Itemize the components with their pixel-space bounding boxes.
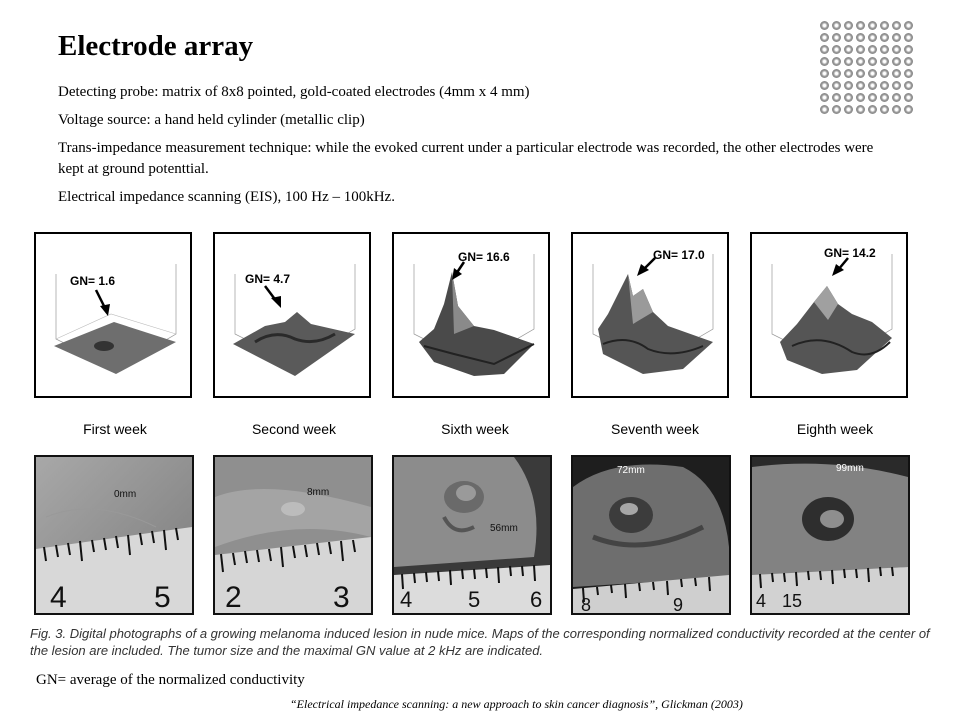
ruler-number: 4 xyxy=(756,591,767,611)
conductivity-plot-week7 xyxy=(571,232,729,398)
electrode-dot xyxy=(832,57,841,66)
bullet-detecting-probe: Detecting probe: matrix of 8x8 pointed, gold-coated electrodes (4mm x 4 mm) xyxy=(58,84,530,100)
ruler-number: 6 xyxy=(530,587,543,612)
gn-value: GN= 14.2 xyxy=(824,246,876,260)
lesion-size: 99mm xyxy=(836,463,864,474)
week-label: Eighth week xyxy=(796,421,874,437)
week-label: First week xyxy=(83,421,147,437)
electrode-dot xyxy=(844,33,853,42)
electrode-dot xyxy=(880,45,889,54)
citation: “Electrical impedance scanning: a new approach to skin cancer diagnosis”, Glickman (2003) xyxy=(290,697,743,711)
bullet-voltage-source: Voltage source: a hand held cylinder (metallic clip) xyxy=(58,112,365,128)
electrode-dot xyxy=(832,45,841,54)
electrode-dot xyxy=(856,45,865,54)
electrode-dot xyxy=(904,57,913,66)
lesion-size: 0mm xyxy=(114,489,137,500)
ruler-number: 2 xyxy=(225,581,242,613)
lesion-photo-week7 xyxy=(571,455,731,615)
ruler-number: 5 xyxy=(468,587,481,612)
electrode-dot xyxy=(904,105,913,114)
electrode-dot xyxy=(904,93,913,102)
electrode-dot xyxy=(844,69,853,78)
lesion-size: 72mm xyxy=(617,465,645,476)
gn-value: GN= 16.6 xyxy=(458,250,510,264)
gn-value: GN= 1.6 xyxy=(70,274,116,288)
electrode-dot xyxy=(880,33,889,42)
electrode-dot xyxy=(868,45,877,54)
electrode-dot xyxy=(856,21,865,30)
ruler-number: 3 xyxy=(333,581,350,613)
electrode-dot xyxy=(904,33,913,42)
electrode-dot xyxy=(820,69,829,78)
lesion-size: 56mm xyxy=(490,523,518,534)
electrode-dot xyxy=(880,21,889,30)
gn-value: GN= 4.7 xyxy=(245,272,291,286)
figure-caption: Fig. 3. Digital photographs of a growing melanoma induced lesion in nude mice. Maps of the corresponding normalized conductivity recorded at the center of the lesion are included. The tumor size and the maximal GN value at 2 kHz are indicated. xyxy=(30,626,930,658)
gn-value: GN= 17.0 xyxy=(653,248,705,262)
conductivity-plot-week8 xyxy=(750,232,908,398)
electrode-dot xyxy=(868,57,877,66)
lesion-photo-week6 xyxy=(392,455,552,615)
electrode-dot xyxy=(892,57,901,66)
week-label: Sixth week xyxy=(441,421,509,437)
electrode-dot xyxy=(844,21,853,30)
electrode-dot xyxy=(820,21,829,30)
gn-definition: GN= average of the normalized conductivity xyxy=(36,672,305,688)
lesion-photo-week2 xyxy=(213,455,373,615)
electrode-dot xyxy=(868,33,877,42)
electrode-dot xyxy=(856,57,865,66)
electrode-dot xyxy=(832,21,841,30)
electrode-dot xyxy=(820,45,829,54)
ruler-number: 9 xyxy=(673,595,684,613)
conductivity-plot-week6 xyxy=(392,232,550,398)
ruler-number: 8 xyxy=(581,595,592,613)
electrode-dot xyxy=(904,45,913,54)
electrode-dot xyxy=(904,81,913,90)
ruler-number: 5 xyxy=(154,581,171,613)
electrode-dot xyxy=(868,69,877,78)
electrode-dot xyxy=(892,69,901,78)
lesion-photo-week1 xyxy=(34,455,194,615)
bullet-list xyxy=(58,82,898,215)
electrode-dot xyxy=(820,57,829,66)
electrode-dot xyxy=(880,57,889,66)
week-label: Second week xyxy=(251,421,337,437)
electrode-dot xyxy=(844,57,853,66)
electrode-dot xyxy=(892,45,901,54)
conductivity-plot-week2 xyxy=(213,232,371,398)
electrode-dot xyxy=(892,33,901,42)
electrode-dot xyxy=(820,33,829,42)
conductivity-plot-week1 xyxy=(34,232,192,398)
lesion-photo-week8 xyxy=(750,455,910,615)
electrode-dot xyxy=(856,33,865,42)
electrode-dot xyxy=(880,69,889,78)
electrode-dot xyxy=(904,21,913,30)
electrode-dot xyxy=(832,33,841,42)
bullet-eis: Electrical impedance scanning (EIS), 100 Hz – 100kHz. xyxy=(58,189,395,205)
electrode-dot xyxy=(856,69,865,78)
electrode-dot xyxy=(832,69,841,78)
slide-title: Electrode array xyxy=(58,30,254,62)
electrode-dot xyxy=(868,21,877,30)
electrode-dot xyxy=(892,21,901,30)
week-label: Seventh week xyxy=(611,421,699,437)
ruler-number: 15 xyxy=(782,591,803,611)
ruler-number: 4 xyxy=(50,581,67,613)
electrode-dot xyxy=(904,69,913,78)
bullet-transimpedance: Trans-impedance measurement technique: while the evoked current under a particular electrode was recorded, the other electrodes were kept at ground potenttial. xyxy=(58,140,874,177)
electrode-dot xyxy=(844,45,853,54)
lesion-size: 8mm xyxy=(307,487,330,498)
ruler-number: 4 xyxy=(400,587,413,612)
